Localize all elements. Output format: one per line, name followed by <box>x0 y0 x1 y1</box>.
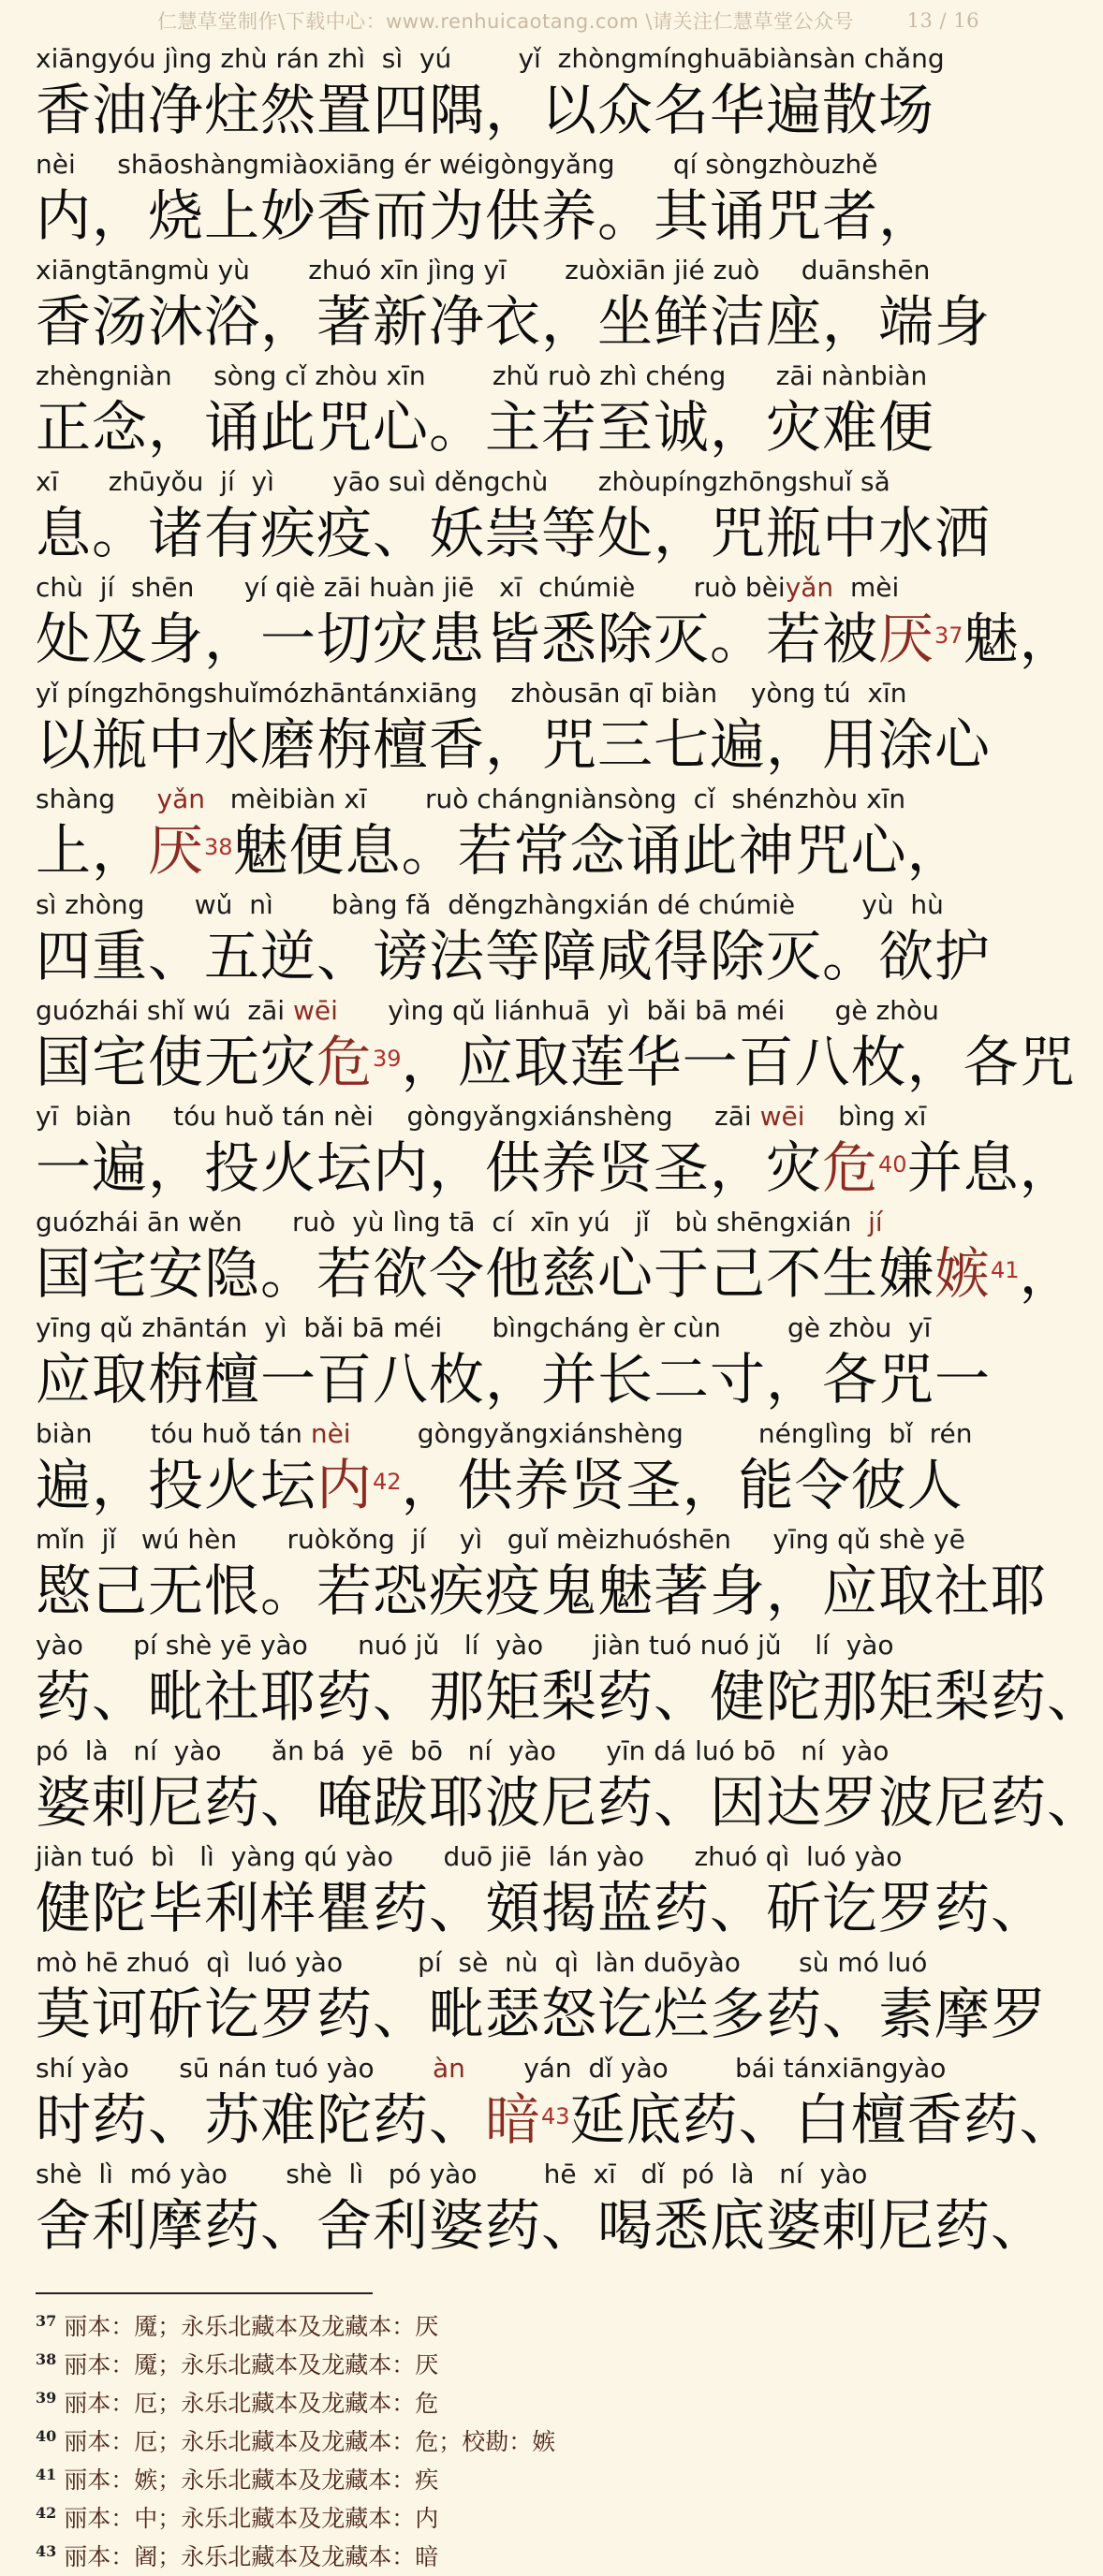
text-line <box>36 1310 996 1416</box>
pinyin-line <box>36 1628 996 1663</box>
pinyin-line <box>36 676 996 711</box>
variant-character: 厌 <box>148 818 205 883</box>
hanzi-text: 魅， <box>963 607 1076 671</box>
footnote-text: 丽本：厄；永乐北藏本及龙藏本：危；校勘：嫉 <box>64 2428 556 2455</box>
pinyin-line <box>36 253 996 288</box>
pinyin-line <box>36 2157 996 2192</box>
hanzi-text: 国宅使无灾 <box>36 1030 317 1094</box>
footnote-number: 41 <box>36 2466 57 2483</box>
text-line <box>36 359 996 464</box>
variant-character: 厌 <box>878 607 935 671</box>
pinyin-line <box>36 1522 996 1558</box>
footnote-text: 丽本：厄；永乐北藏本及龙藏本：危 <box>64 2390 439 2417</box>
variant-character: 危 <box>822 1135 879 1200</box>
variant-character: 暗 <box>485 2087 542 2152</box>
pinyin-line <box>36 1310 996 1346</box>
hanzi-line <box>36 1240 1076 1308</box>
text-line <box>36 782 996 887</box>
hanzi-text: 处及身，一切灾患皆悉除灭。若被 <box>36 607 879 671</box>
pinyin-line <box>36 887 996 923</box>
footnote-number: 38 <box>36 2350 57 2368</box>
pinyin-line <box>36 1839 996 1875</box>
footnote-divider <box>36 2292 373 2294</box>
pinyin-text: yī biàn tóu huǒ tán nèi gòngyǎngxiánshèng zāi <box>36 1101 760 1132</box>
text-line <box>36 2051 1076 2157</box>
text-line <box>36 253 996 359</box>
text-line <box>36 1734 1103 1839</box>
hanzi-line <box>36 2192 1048 2260</box>
text-line <box>36 1416 996 1522</box>
pinyin-line <box>36 993 996 1029</box>
pinyin-variant: jí <box>868 1207 883 1237</box>
pinyin-text: mèi <box>833 572 900 603</box>
footnote-ref: 40 <box>878 1151 907 1178</box>
hanzi-text: 内，烧上妙香而为供养。其诵咒者， <box>36 183 935 248</box>
pinyin-variant: àn <box>432 2053 465 2084</box>
footnote-item <box>36 2499 1011 2538</box>
hanzi-text: 国宅安隐。若欲令他慈心于己不生嫌 <box>36 1241 935 1306</box>
footnote-item <box>36 2538 1011 2576</box>
footnote-text: 丽本：魇；永乐北藏本及龙藏本：厌 <box>64 2313 439 2340</box>
text-line <box>36 41 996 147</box>
footnote-ref: 42 <box>373 1469 402 1495</box>
pinyin-text: xī zhūyǒu jí yì yāo suì děngchù zhòupíngzhōngshuǐ sǎ <box>36 466 890 497</box>
hanzi-text: ， <box>1019 1241 1076 1306</box>
pinyin-line <box>36 359 996 394</box>
pinyin-variant: wēi <box>759 1101 805 1132</box>
pinyin-line <box>36 570 996 606</box>
footnote-item <box>36 2307 1011 2346</box>
pinyin-text: jiàn tuó bì lì yàng qú yào duō jiē lán yào zhuó qì luó yào <box>36 1841 903 1872</box>
pinyin-text: shí yào sū nán tuó yào <box>36 2053 433 2084</box>
footnote-item <box>36 2346 1011 2384</box>
footnote-item <box>36 2461 1011 2499</box>
hanzi-line <box>36 1029 1076 1096</box>
hanzi-text: 正念，诵此咒心。主若至诚，灾难便 <box>36 395 935 460</box>
footnote-number: 40 <box>36 2427 57 2445</box>
variant-character: 内 <box>316 1453 374 1517</box>
footnote-number: 37 <box>36 2312 57 2330</box>
pinyin-text: chù jí shēn yí qiè zāi huàn jiē xī chúmiè ruò bèi <box>36 572 786 603</box>
pinyin-text: yìng qǔ liánhuā yì bǎi bā méi gè zhòu <box>337 995 939 1026</box>
pinyin-text: guózhái shǐ wú zāi <box>36 995 293 1026</box>
pinyin-text: pó là ní yào ǎn bá yē bō ní yào yīn dá luó bō ní yào <box>36 1735 890 1766</box>
hanzi-text: 香油净炷然置四隅，以众名华遍散场 <box>36 78 935 142</box>
footnote-ref: 41 <box>991 1257 1020 1283</box>
page-header <box>0 0 1011 41</box>
hanzi-line <box>36 1558 1048 1625</box>
pinyin-text: guózhái ān wěn ruò yù lìng tā cí xīn yú jǐ bù shēngxián <box>36 1207 869 1237</box>
pinyin-text: mǐn jǐ wú hèn ruòkǒng jí yì guǐ mèizhuóshēn yīng qǔ shè yē <box>36 1524 965 1555</box>
pinyin-text: xiāngtāngmù yù zhuó xīn jìng yī zuòxiān jié zuò duānshēn <box>36 255 931 285</box>
hanzi-text: 时药、苏难陀药、 <box>36 2087 486 2152</box>
text-line <box>36 1628 1103 1734</box>
pinyin-variant: yǎn <box>785 572 834 603</box>
hanzi-text: 并息， <box>906 1135 1076 1200</box>
hanzi-line <box>36 77 996 144</box>
pinyin-text: bìng xī <box>804 1101 927 1132</box>
footnote-ref: 43 <box>541 2103 570 2130</box>
pinyin-line <box>36 1205 996 1240</box>
pinyin-text: xiāngyóu jìng zhù rán zhì sì yú yǐ zhòngmínghuābiànsàn chǎng <box>36 43 945 74</box>
text-line <box>36 1839 1048 1945</box>
hanzi-line <box>36 288 996 356</box>
pinyin-line <box>36 1416 996 1452</box>
pinyin-text: zhèngniàn sòng cǐ zhòu xīn zhǔ ruò zhì chéng zāi nànbiàn <box>36 360 928 391</box>
hanzi-line <box>36 2086 1076 2154</box>
text-line <box>36 147 996 253</box>
footnote-text: 丽本：阇；永乐北藏本及龙藏本：暗 <box>64 2543 439 2570</box>
pinyin-line <box>36 1734 996 1769</box>
hanzi-text: 息。诸有疾疫、妖祟等处，咒瓶中水洒 <box>36 501 992 565</box>
footnote-item <box>36 2422 1011 2461</box>
text-line <box>36 464 996 570</box>
pinyin-text: yào pí shè yē yào nuó jǔ lí yào jiàn tuó nuó jǔ lí yào <box>36 1630 894 1661</box>
pinyin-text: nèi shāoshàngmiàoxiāng ér wéigòngyǎng qí sòngzhòuzhě <box>36 149 878 180</box>
hanzi-line <box>36 1134 1076 1202</box>
pinyin-variant: nèi <box>310 1418 351 1449</box>
hanzi-line <box>36 711 996 779</box>
footnote-ref: 39 <box>373 1046 402 1072</box>
hanzi-line <box>36 817 996 885</box>
hanzi-text: 香汤沐浴，著新净衣，坐鲜洁座，端身 <box>36 289 992 354</box>
footnote-item <box>36 2384 1011 2422</box>
hanzi-line <box>36 1769 1103 1837</box>
hanzi-text: 健陀毕利样瞿药、頞揭蓝药、斫讫罗药、 <box>36 1876 1048 1940</box>
footnote-text: 丽本：中；永乐北藏本及龙藏本：内 <box>64 2505 439 2532</box>
footnote-ref: 38 <box>204 834 233 860</box>
pinyin-line <box>36 782 996 817</box>
variant-character: 嫉 <box>934 1241 992 1306</box>
pinyin-text: gòngyǎngxiánshèng nénglìng bǐ rén <box>350 1418 973 1449</box>
footnote-number: 42 <box>36 2504 57 2522</box>
pinyin-text: sì zhòng wǔ nì bàng fǎ děngzhàngxián dé chúmiè yù hù <box>36 889 944 920</box>
text-line <box>36 676 996 782</box>
pinyin-text: yán dǐ yào bái tánxiāngyào <box>464 2053 947 2084</box>
text-line <box>36 2157 1048 2262</box>
pinyin-line <box>36 41 996 77</box>
pinyin-variant: wēi <box>292 995 338 1026</box>
pinyin-line <box>36 464 996 500</box>
text-line <box>36 1522 1048 1628</box>
pinyin-line <box>36 1945 996 1981</box>
hanzi-text: 魅便息。若常念诵此神咒心， <box>232 818 963 883</box>
scripture-body <box>0 41 1103 2262</box>
hanzi-text: ，应取莲华一百八枚，各咒 <box>401 1030 1076 1094</box>
hanzi-text: 莫诃斫讫罗药、毗瑟怒讫烂多药、素摩罗 <box>36 1982 1048 2046</box>
hanzi-line <box>36 1875 1048 1942</box>
header-text: 仁慧草堂制作\下载中心：www.renhuicaotang.com \请关注仁慧草堂公众号 <box>157 10 854 33</box>
footnote-number: 39 <box>36 2389 57 2407</box>
text-line <box>36 570 1076 676</box>
hanzi-text: 舍利摩药、舍利婆药、喝悉底婆剌尼药、 <box>36 2193 1048 2258</box>
variant-character: 危 <box>316 1030 374 1094</box>
hanzi-line <box>36 1981 1048 2048</box>
pinyin-text: biàn tóu huǒ tán <box>36 1418 311 1449</box>
pinyin-line <box>36 1099 996 1134</box>
pinyin-text: yīng qǔ zhāntán yì bǎi bā méi bìngcháng èr cùn gè zhòu yī <box>36 1312 932 1343</box>
hanzi-line <box>36 394 996 461</box>
hanzi-text: 四重、五逆、谤法等障咸得除灭。欲护 <box>36 924 992 988</box>
text-line <box>36 993 1076 1099</box>
pinyin-text: mò hē zhuó qì luó yào pí sè nù qì làn duōyào sù mó luó <box>36 1947 928 1978</box>
hanzi-text: 延底药、白檀香药、 <box>569 2087 1076 2152</box>
hanzi-text: 药、毗社耶药、那矩梨药、健陀那矩梨药、 <box>36 1664 1103 1729</box>
pinyin-line <box>36 2051 996 2086</box>
hanzi-text: ，供养贤圣，能令彼人 <box>401 1453 963 1517</box>
hanzi-text: 一遍，投火坛内，供养贤圣，灾 <box>36 1135 823 1200</box>
hanzi-text: 上， <box>36 818 149 883</box>
hanzi-text: 遍，投火坛 <box>36 1453 317 1517</box>
hanzi-line <box>36 923 996 990</box>
hanzi-line <box>36 1663 1103 1731</box>
hanzi-line <box>36 183 996 250</box>
footnote-number: 43 <box>36 2542 57 2560</box>
hanzi-text: 应取栴檀一百八枚，并长二寸，各咒一 <box>36 1347 992 1412</box>
hanzi-text: 婆剌尼药、唵跋耶波尼药、因达罗波尼药、 <box>36 1770 1103 1835</box>
hanzi-line <box>36 606 1076 673</box>
pinyin-text: yǐ píngzhōngshuǐmózhāntánxiāng zhòusān qī biàn yòng tú xīn <box>36 678 907 709</box>
hanzi-line <box>36 1346 996 1413</box>
hanzi-text: 愍己无恨。若恐疾疫鬼魅著身，应取社耶 <box>36 1559 1048 1623</box>
hanzi-text: 以瓶中水磨栴檀香，咒三七遍，用涂心 <box>36 712 992 777</box>
text-line <box>36 1205 1076 1310</box>
pinyin-text: mèibiàn xī ruò chángniànsòng cǐ shénzhòu xīn <box>205 783 906 814</box>
pinyin-variant: yǎn <box>156 783 205 814</box>
hanzi-line <box>36 1452 996 1519</box>
footnote-text: 丽本：魇；永乐北藏本及龙藏本：厌 <box>64 2351 439 2378</box>
page-number: 13 / 16 <box>906 9 979 32</box>
footnote-ref: 37 <box>934 622 963 649</box>
footnote-text: 丽本：嫉；永乐北藏本及龙藏本：疾 <box>64 2466 439 2494</box>
pinyin-line <box>36 147 996 183</box>
pinyin-text: shàng <box>36 783 157 814</box>
hanzi-line <box>36 500 996 567</box>
pinyin-text: shè lì mó yào shè lì pó yào hē xī dǐ pó là ní yào <box>36 2159 868 2189</box>
text-line <box>36 887 996 993</box>
footnotes <box>36 2307 1011 2576</box>
text-line <box>36 1099 1076 1205</box>
text-line <box>36 1945 1048 2051</box>
